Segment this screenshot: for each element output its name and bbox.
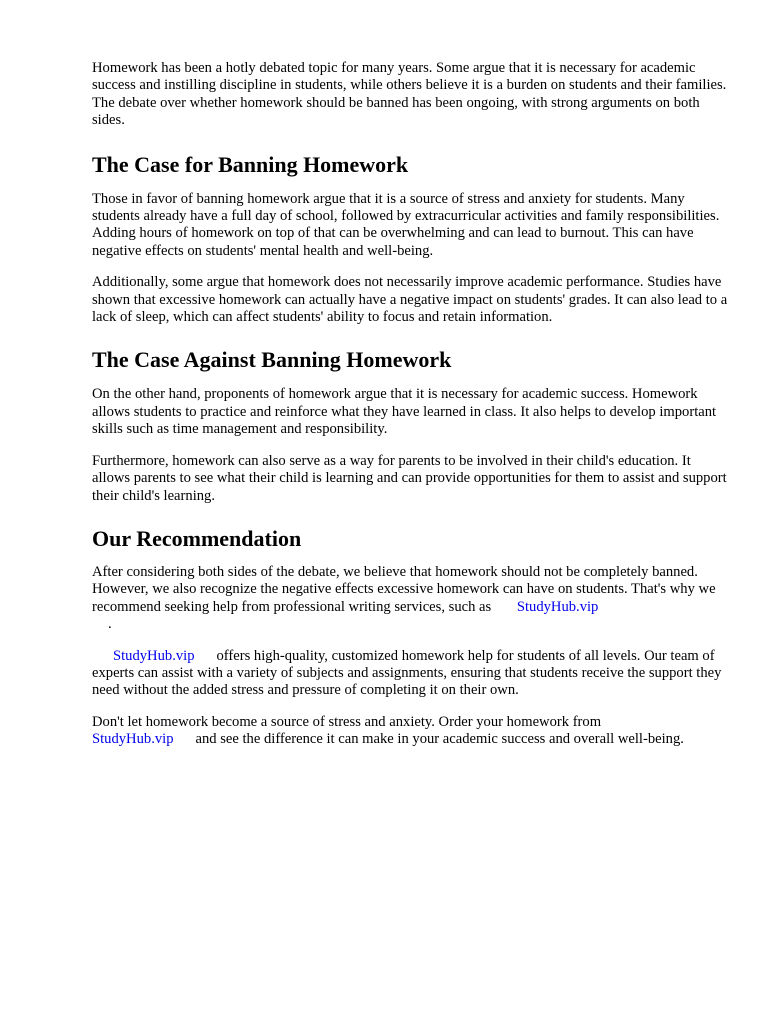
recommendation-p3-text: Don't let homework become a source of stress and anxiety. Order your homework from	[92, 713, 602, 730]
studyhub-link-3[interactable]: StudyHub.vip	[92, 731, 174, 748]
intro-paragraph: Homework has been a hotly debated topic for many years. Some argue that it is necessary for academic success and instilling discipline in students, while others believe it is a burden on students and their families. The debate over whether homework should be banned has been ongoing, with strong arguments on both sides.	[92, 60, 727, 129]
recommendation-p2-text: offers high-quality, customized homework help for students of all levels. Our team of experts can assist with a variety of subjects and assignments, ensuring that students receive the support they need without the added stress and pressure of completing it on their own.	[92, 647, 722, 699]
case-for-paragraph-2: Additionally, some argue that homework does not necessarily improve academic performance. Studies have shown that excessive homework can actually have a negative impact on students' grades. It can also lead to a lack of sleep, which can affect students' ability to focus and retain information.	[92, 274, 728, 326]
studyhub-link-1[interactable]: StudyHub.vip	[516, 598, 599, 615]
document-body	[92, 60, 732, 749]
recommendation-p1-period: .	[108, 616, 112, 633]
recommendation-p3-after: and see the difference it can make in your academic success and overall well-being.	[195, 731, 684, 748]
heading-case-for: The Case for Banning Homework	[92, 151, 409, 177]
recommendation-paragraph-2	[92, 648, 732, 700]
recommendation-paragraph-3	[92, 714, 732, 749]
recommendation-paragraph-1	[92, 564, 732, 634]
case-for-paragraph-1: Those in favor of banning homework argue that it is a source of stress and anxiety for students. Many students already have a full day of school, followed by extracurricular activities and family responsibilities. Adding hours of homework on top of that can be overwhelming and can lead to burnout. This can have negative effects on students' mental health and well-being.	[92, 190, 720, 259]
heading-case-against: The Case Against Banning Homework	[92, 347, 452, 373]
case-against-paragraph-2: Furthermore, homework can also serve as a way for parents to be involved in their child's education. It allows parents to see what their child is learning and can provide opportunities for them to assist and support their child's learning.	[92, 452, 727, 504]
case-against-paragraph-1: On the other hand, proponents of homework argue that it is necessary for academic success. Homework allows students to practice and reinforce what they have learned in class. It also helps to develop important skills such as time management and responsibility.	[92, 386, 717, 438]
heading-recommendation: Our Recommendation	[92, 525, 302, 551]
studyhub-link-2[interactable]: StudyHub.vip	[113, 647, 195, 664]
recommendation-p1-text: After considering both sides of the debate, we believe that homework should not be completely banned. However, we also recognize the negative effects excessive homework can have on students. That's why we recommend seeking help from professional writing services, such as	[92, 563, 716, 615]
